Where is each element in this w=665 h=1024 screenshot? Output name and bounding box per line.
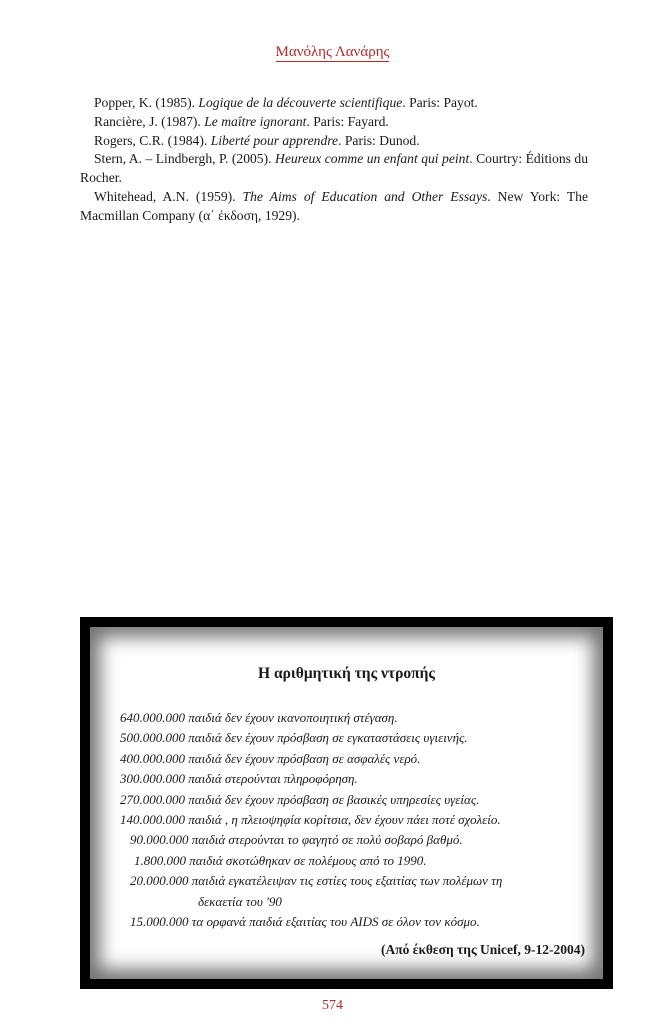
reference-item [80,132,588,151]
stat-line: 500.000.000 παιδιά δεν έχουν πρόσβαση σε εγκαταστάσεις υγιεινής. [120,730,468,746]
author-name: Μανόλης Λανάρης [275,44,390,60]
statistics-list [120,708,600,932]
stat-line: 300.000.000 παιδιά στερούνται πληροφόρηση. [120,771,358,787]
reference-author: Stern, A. – Lindbergh, P. (2005). [94,151,275,167]
stat-line: 400.000.000 παιδιά δεν έχουν πρόσβαση σε ασφαλές νερό. [120,750,421,766]
reference-publisher: . Paris: Fayard. [306,113,389,129]
stat-line-continuation: δεκαετία του '90 [198,893,282,909]
reference-list [80,94,588,226]
reference-title: Logique de la découverte scientifique [198,95,403,110]
stat-line: 640.000.000 παιδιά δεν έχουν ικανοποιητική στέγαση. [120,710,398,725]
running-head [0,44,665,61]
reference-author: Popper, K. (1985). [94,95,199,110]
reference-item [80,113,588,132]
box-title: Η αριθμητική της ντροπής [258,665,435,682]
reference-publisher: . Courtry: Éditions du Rocher. [80,151,588,186]
statistics-box-panel [90,627,603,979]
stat-line: 15.000.000 τα ορφανά παιδιά εξαιτίας του AIDS σε όλον τον κόσμο. [130,914,480,930]
stat-line: 1.800.000 παιδιά σκοτώθηκαν σε πολέμους από το 1990. [134,852,427,868]
source-citation: (Από έκθεση της Unicef, 9-12-2004) [381,942,585,957]
reference-item [80,150,588,188]
reference-publisher: . Paris: Payot. [402,95,478,110]
reference-publisher: . Paris: Dunod. [338,132,420,148]
page-number: 574 [322,998,343,1013]
reference-publisher: . New York: The Macmillan Company (α΄ έκδοση, 1929). [80,188,589,223]
statistics-box [80,617,613,989]
reference-item [80,94,588,113]
reference-author: Whitehead, A.N. (1959). [94,188,243,204]
reference-title: Le maître ignorant [204,113,307,129]
stat-line: 270.000.000 παιδιά δεν έχουν πρόσβαση σε βασικές υπηρεσίες υγείας. [120,791,480,807]
reference-title: Heureux comme un enfant qui peint [275,151,470,167]
stat-line: 140.000.000 παιδιά , η πλειοψηφία κορίτσια, δεν έχουν πάει ποτέ σχολείο. [120,812,501,828]
reference-author: Rogers, C.R. (1984). [94,132,211,148]
reference-item [80,188,588,226]
reference-title: The Aims of Education and Other Essays [242,188,488,204]
reference-title: Liberté pour apprendre [210,132,339,148]
reference-author: Rancière, J. (1987). [94,113,205,129]
stat-line: 20.000.000 παιδιά εγκατέλειψαν τις εστίες τους εξαιτίας των πολέμων τη [130,873,503,889]
stat-line: 90.000.000 παιδιά στερούνται το φαγητό σε πολύ σοβαρό βαθμό. [130,832,463,848]
